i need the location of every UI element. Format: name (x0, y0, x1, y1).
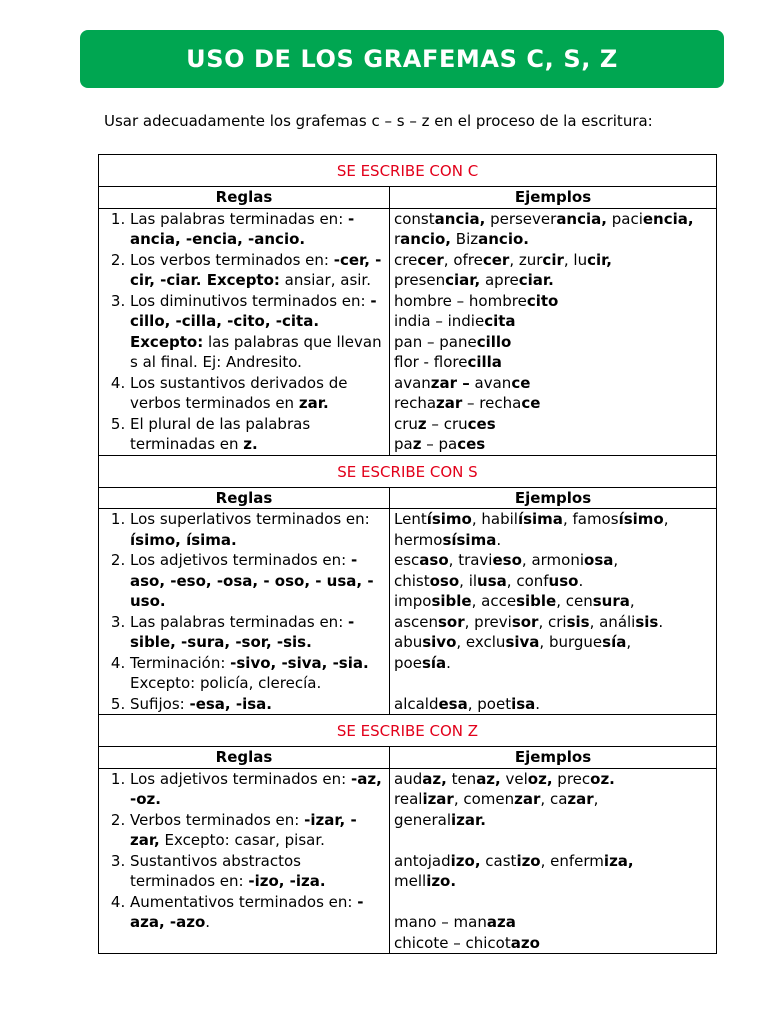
example-line: india – indiecita (394, 312, 516, 330)
rule-item: 4. Terminación: -sivo, -siva, -sia. Excepto: policía, clerecía. (130, 653, 385, 694)
page-title: USO DE LOS GRAFEMAS C, S, Z (186, 45, 618, 73)
examples-header: Ejemplos (390, 487, 717, 509)
example-line: avanzar – avance (394, 373, 531, 392)
rule-item: 2. Verbos terminados en: -izar, -zar, Excepto: casar, pisar. (130, 810, 385, 851)
example-line: antojadizo, castizo, enfermiza, (394, 851, 634, 870)
example-line: mellizo. (394, 872, 457, 890)
example-line: chicote – chicotazo (394, 933, 540, 952)
example-line: crecer, ofrecer, zurcir, lucir, (394, 250, 613, 269)
example-line: mano – manaza (394, 913, 516, 931)
example-line: imposible, accesible, censura, (394, 592, 635, 610)
example-line (394, 830, 712, 851)
example-line: rancio, Bizancio. (394, 230, 529, 248)
examples-cell (390, 509, 717, 715)
rules-header: Reglas (99, 747, 390, 769)
examples-cell (390, 208, 717, 455)
example-line: rechazar – rechace (394, 394, 541, 412)
examples-cell (390, 768, 717, 954)
rule-item: 4. Aumentativos terminados en: -aza, -azo. (130, 892, 385, 933)
example-line: generalizar. (394, 810, 486, 829)
rules-cell (99, 509, 390, 715)
rules-header: Reglas (99, 187, 390, 209)
rule-item: 2. Los adjetivos terminados en: -aso, -eso, -osa, - oso, - usa, -uso. (130, 550, 385, 612)
rule-item: 5. El plural de las palabras terminadas en z. (130, 414, 385, 455)
example-line: cruz – cruces (394, 414, 496, 433)
rule-item: 3. Sustantivos abstractos terminados en: -izo, -iza. (130, 851, 385, 892)
examples-header: Ejemplos (390, 747, 717, 769)
example-line: escaso, travieso, armoniosa, (394, 551, 619, 569)
rule-item: 1. Los adjetivos terminados en: -az, -oz. (130, 769, 385, 810)
section-body-row-z (99, 768, 717, 954)
rules-list (103, 509, 385, 714)
section-body-row-s (99, 509, 717, 715)
example-line: audaz, tenaz, veloz, precoz. (394, 769, 615, 788)
rules-cell (99, 208, 390, 455)
example-line: hombre – hombrecito (394, 291, 559, 310)
rules-list (103, 769, 385, 933)
example-line: chistoso, ilusa, confuso. (394, 571, 584, 590)
examples-header: Ejemplos (390, 187, 717, 209)
column-header-row-z (99, 747, 717, 769)
rule-item: 3. Los diminutivos terminados en: -cillo, -cilla, -cito, -cita. Excepto: las palabras que llevan s al final. Ej: Andresito. (130, 291, 385, 373)
example-line: constancia, perseverancia, paciencia, (394, 209, 694, 228)
example-line: pan – panecillo (394, 332, 512, 351)
rules-header: Reglas (99, 487, 390, 509)
rules-cell (99, 768, 390, 954)
rules-list (103, 209, 385, 455)
rule-item: 4. Los sustantivos derivados de verbos terminados en zar. (130, 373, 385, 414)
example-line (394, 892, 712, 913)
example-line: poesía. (394, 653, 451, 672)
column-header-row-c (99, 187, 717, 209)
intro-text: Usar adecuadamente los grafemas c – s – z en el proceso de la escritura: (104, 112, 653, 130)
grapheme-rules-table (98, 154, 717, 954)
example-line: flor - florecilla (394, 353, 502, 371)
example-line: abusivo, exclusiva, burguesía, (394, 633, 632, 651)
example-line: paz – paces (394, 435, 486, 453)
rule-item: 1. Los superlativos terminados en: ísimo, ísima. (130, 509, 385, 550)
example-line: presenciar, apreciar. (394, 271, 554, 289)
example-line (394, 673, 712, 694)
section-body-row-c (99, 208, 717, 455)
rule-item: 2. Los verbos terminados en: -cer, -cir, -ciar. Excepto: ansiar, asir. (130, 250, 385, 291)
example-line: realizar, comenzar, cazar, (394, 790, 599, 808)
title-banner (80, 30, 724, 88)
section-heading-s: SE ESCRIBE CON S (99, 455, 717, 487)
rule-item: 5. Sufijos: -esa, -isa. (130, 694, 385, 715)
section-heading-row-z (99, 715, 717, 747)
rule-item: 3. Las palabras terminadas en: -sible, -sura, -sor, -sis. (130, 612, 385, 653)
example-line: hermosísima. (394, 530, 502, 549)
column-header-row-s (99, 487, 717, 509)
example-line: alcaldesa, poetisa. (394, 694, 541, 713)
example-line: ascensor, previsor, crisis, análisis. (394, 612, 664, 631)
section-heading-row-s (99, 455, 717, 487)
section-heading-c: SE ESCRIBE CON C (99, 155, 717, 187)
section-heading-z: SE ESCRIBE CON Z (99, 715, 717, 747)
example-line: Lentísimo, habilísima, famosísimo, (394, 510, 669, 528)
rule-item: 1. Las palabras terminadas en: -ancia, -encia, -ancio. (130, 209, 385, 250)
section-heading-row-c (99, 155, 717, 187)
